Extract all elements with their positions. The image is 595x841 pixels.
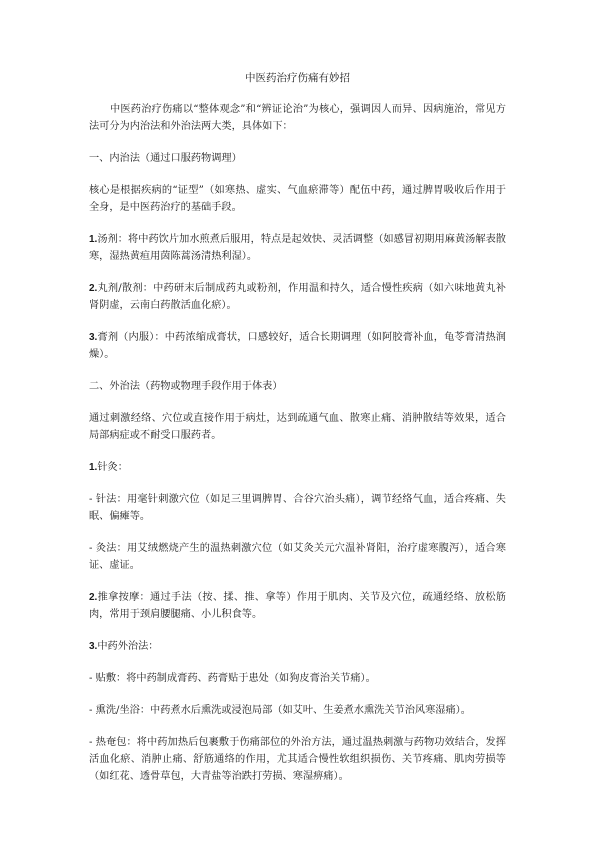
item-label: 中药外治法：	[97, 641, 159, 652]
external-item-herbal	[89, 638, 506, 655]
intro-paragraph: 中医药治疗伤痛以“整体观念”和“辨证论治”为核心，强调因人而异、因病施治，常见方法可分为内治法和外治法两大类，具体如下：	[89, 104, 506, 132]
item-text: 丸剂/散剂：中药研末后制成药丸或粉剂，作用温和持久，适合慢性疾病（如六味地黄丸补肾阴虚，云南白药散活血化瘀）。	[89, 283, 506, 311]
item-number: 2.	[89, 592, 98, 603]
document-title: 中医药治疗伤痛有妙招	[245, 72, 350, 84]
internal-item-pill-powder	[89, 280, 506, 314]
internal-description: 核心是根据疾病的“证型”（如寒热、虚实、气血瘀滞等）配伍中药，通过脾胃吸收后作用于全身，是中医药治疗的基础手段。	[89, 185, 506, 213]
external-heading: 二、外治法（药物或物理手段作用于体表）	[89, 381, 283, 392]
internal-heading: 一、内治法（通过口服药物调理）	[89, 153, 242, 164]
item-text: 膏剂（内服）：中药浓缩成膏状，口感较好，适合长期调理（如阿胶膏补血，龟苓膏清热润燥）。	[89, 332, 506, 360]
internal-item-decoction	[89, 231, 506, 265]
internal-item-paste	[89, 329, 506, 363]
item-number: 3.	[89, 332, 98, 343]
item-label: 针灸：	[97, 462, 128, 473]
external-item-tuina	[89, 589, 506, 623]
external-description: 通过刺激经络、穴位或直接作用于病灶，达到疏通气血、散寒止痛、消肿散结等效果，适合局部病症或不耐受口服药者。	[89, 413, 506, 441]
item-number: 2.	[89, 283, 98, 294]
item-text: 汤剂：将中药饮片加水煎煮后服用，特点是起效快、灵活调整（如感冒初期用麻黄汤解表散寒，湿热黄疸用茵陈蒿汤清热利湿）。	[89, 234, 506, 262]
herbal-plaster-subitem: - 贴敷：将中药制成膏药、药膏贴于患处（如狗皮膏治关节痛）。	[89, 673, 376, 684]
item-text: 推拿按摩：通过手法（按、揉、推、拿等）作用于肌肉、关节及穴位，疏通经络、放松筋肉，常用于颈肩腰腿痛、小儿积食等。	[89, 592, 506, 620]
herbal-fumigation-subitem: - 熏洗/坐浴：中药煮水后熏洗或浸泡局部（如艾叶、生姜煮水熏洗关节治风寒湿痛）。	[89, 705, 471, 716]
herbal-hot-compress-subitem: - 热奄包：将中药加热后包裹敷于伤痛部位的外治方法，通过温热刺激与药物功效结合，发挥活血化瘀、消肿止痛、舒筋通络的作用，尤其适合慢性软组织损伤、关节疼痛、肌肉劳损等（如红花、透骨草包，大青盐等治跌打劳损、寒湿痹痛）。	[89, 737, 506, 782]
acupuncture-moxibustion-subitem: - 灸法：用艾绒燃烧产生的温热刺激穴位（如艾灸关元穴温补肾阳，治疗虚寒腹泻），适合寒证、虚证。	[89, 543, 506, 571]
item-number: 1.	[89, 462, 98, 473]
external-item-acupuncture	[89, 459, 506, 476]
item-number: 1.	[89, 234, 98, 245]
acupuncture-needle-subitem: - 针法：用毫针刺激穴位（如足三里调脾胃、合谷穴治头痛），调节经络气血，适合疼痛、失眠、偏瘫等。	[89, 494, 506, 522]
item-number: 3.	[89, 641, 98, 652]
